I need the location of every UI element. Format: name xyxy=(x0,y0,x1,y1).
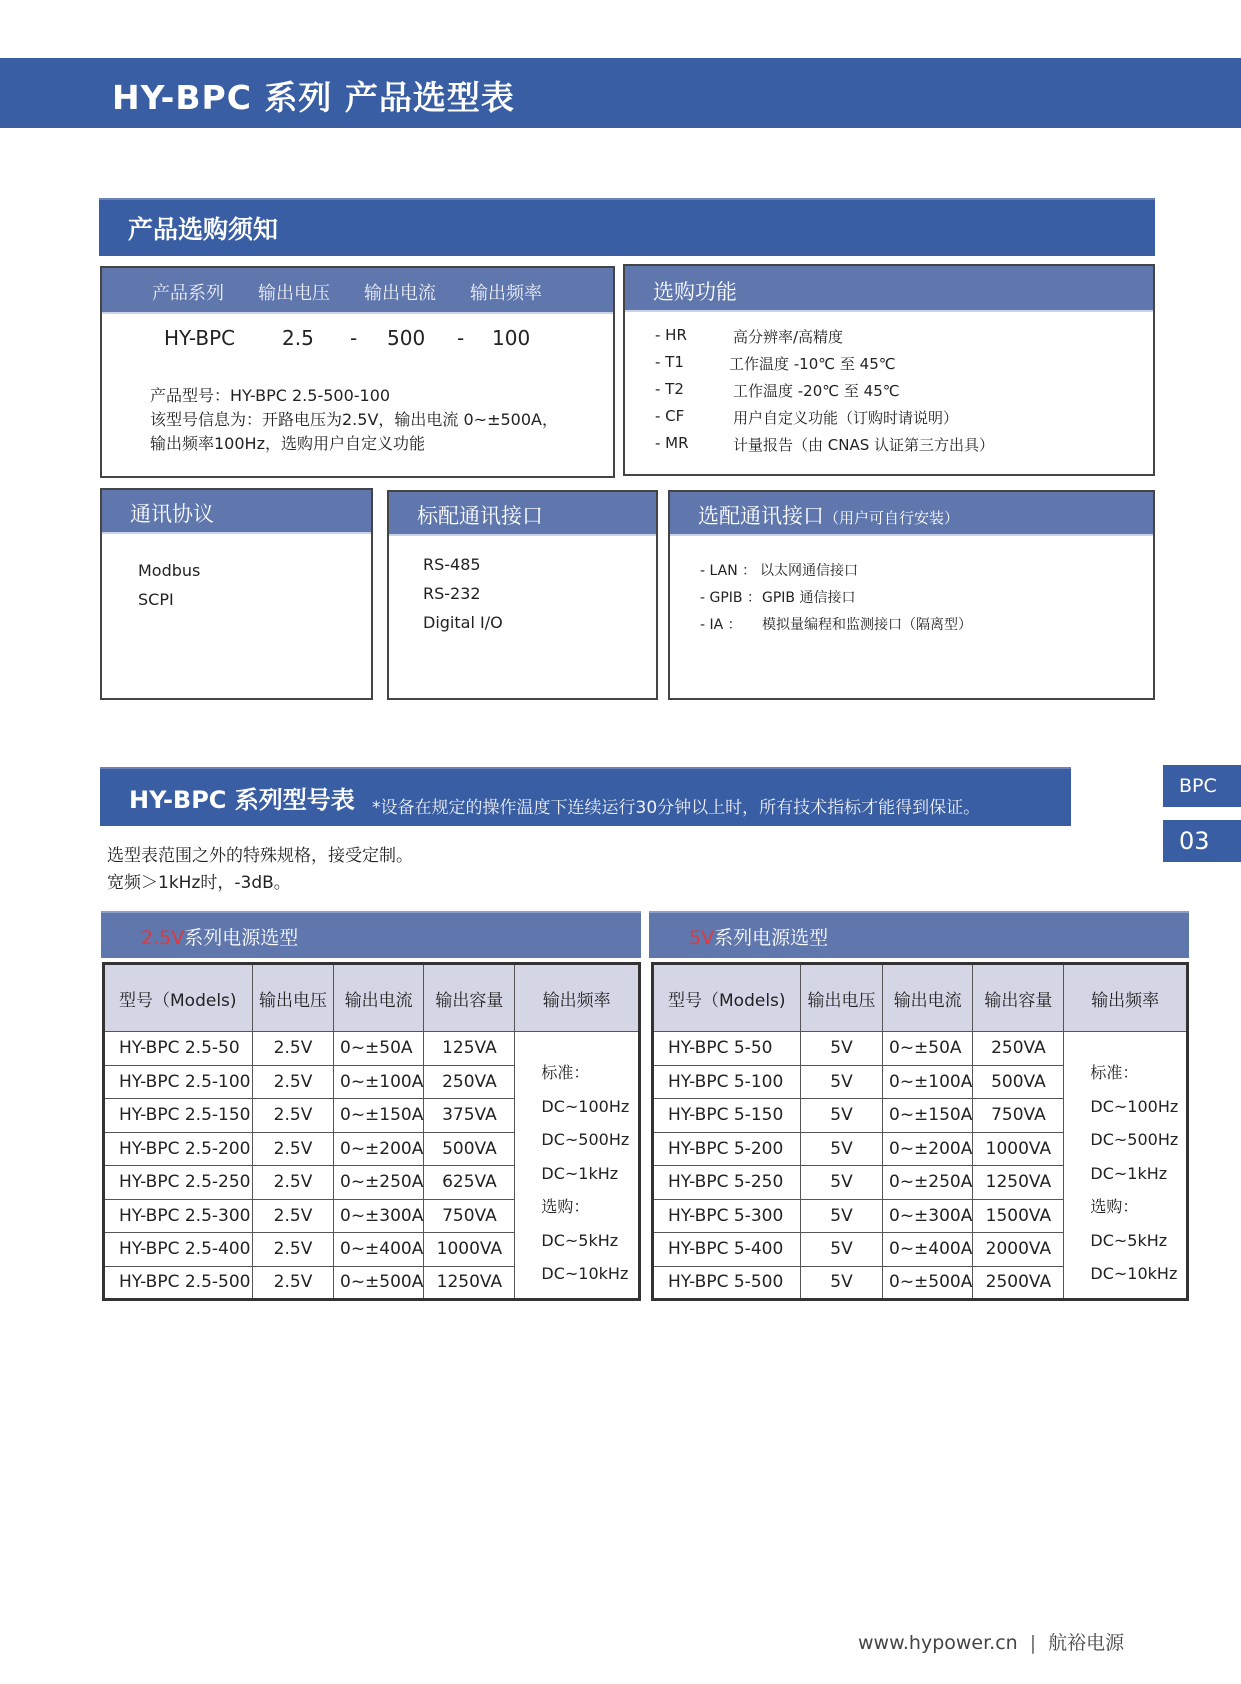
options-box xyxy=(623,264,1155,476)
side-tab-page-number[interactable]: 03 xyxy=(1163,820,1241,862)
cell-capacity: 1250VA xyxy=(973,1166,1064,1200)
cell-voltage: 5V xyxy=(801,1166,883,1200)
col-header-frequency: 输出频率 xyxy=(1064,964,1188,1032)
frequency-line: DC~500Hz xyxy=(541,1130,630,1149)
interface-item: RS-485 xyxy=(423,555,481,574)
cell-capacity: 1250VA xyxy=(424,1266,515,1300)
cell-current: 0~±200A xyxy=(883,1132,973,1166)
cell-model: HY-BPC 5-400 xyxy=(653,1233,801,1267)
cell-voltage: 5V xyxy=(801,1065,883,1099)
code-frequency: 100 xyxy=(492,326,531,350)
option-code: - T2 xyxy=(655,380,684,398)
cell-voltage: 2.5V xyxy=(253,1065,334,1099)
cell-capacity: 500VA xyxy=(973,1065,1064,1099)
col-header-current: 输出电流 xyxy=(334,964,424,1032)
optional-interface-item xyxy=(700,558,1120,585)
standard-interfaces-title: 标配通讯接口 xyxy=(417,504,543,528)
cell-current: 0~±500A xyxy=(883,1266,973,1300)
col-header-voltage: 输出电压 xyxy=(801,964,883,1032)
header-voltage: 输出电压 xyxy=(258,283,330,304)
cell-capacity: 1000VA xyxy=(973,1132,1064,1166)
cell-current: 0~±50A xyxy=(334,1032,424,1066)
footer-brand: 航裕电源 xyxy=(1048,1632,1125,1654)
cell-current: 0~±300A xyxy=(334,1199,424,1233)
col-header-model: 型号（Models) xyxy=(653,964,801,1032)
protocol-item: Modbus xyxy=(138,561,201,580)
table-2v5-title xyxy=(141,923,298,950)
table-row xyxy=(104,1032,640,1066)
cell-voltage: 5V xyxy=(801,1266,883,1300)
cell-voltage: 5V xyxy=(801,1199,883,1233)
remark-line: 宽频＞1kHz时，-3dB。 xyxy=(107,873,291,893)
table-5v-title xyxy=(689,923,828,950)
cell-model: HY-BPC 2.5-200 xyxy=(104,1132,253,1166)
cell-current: 0~±50A xyxy=(883,1032,973,1066)
frequency-line: DC~1kHz xyxy=(1090,1163,1168,1183)
cell-current: 0~±500A xyxy=(334,1266,424,1300)
iface-code: - LAN ： xyxy=(700,563,757,579)
model-code-box xyxy=(100,266,615,478)
cell-model: HY-BPC 2.5-400 xyxy=(104,1233,253,1267)
cell-voltage: 2.5V xyxy=(253,1233,334,1267)
standard-interfaces-list xyxy=(423,550,503,637)
optional-interfaces-subtitle: （用户可自行安装） xyxy=(824,509,960,527)
code-series: HY-BPC xyxy=(164,326,236,350)
iface-desc: 模拟量编程和监测接口（隔离型） xyxy=(762,617,972,633)
cell-current: 0~±200A xyxy=(334,1132,424,1166)
cell-capacity: 375VA xyxy=(424,1099,515,1133)
iface-desc: 以太网通信接口 xyxy=(760,563,858,579)
header-frequency: 输出频率 xyxy=(470,283,542,304)
cell-model: HY-BPC 5-500 xyxy=(653,1266,801,1300)
option-code: - HR xyxy=(655,326,687,344)
cell-capacity: 2000VA xyxy=(973,1233,1064,1267)
cell-current: 0~±100A xyxy=(334,1065,424,1099)
option-item xyxy=(655,326,1135,353)
option-item xyxy=(655,353,1135,380)
option-item xyxy=(655,434,1135,461)
cell-frequency xyxy=(515,1032,640,1300)
option-desc: 用户自定义功能（订购时请说明） xyxy=(733,409,959,427)
standard-interfaces-box xyxy=(387,490,658,700)
frequency-line: DC~100Hz xyxy=(541,1096,630,1116)
cell-current: 0~±150A xyxy=(334,1099,424,1133)
optional-interfaces-header xyxy=(670,492,1153,536)
col-header-voltage: 输出电压 xyxy=(253,964,334,1032)
voltage-label: 2.5V xyxy=(141,927,185,949)
remark-line: 选型表范围之外的特殊规格，接受定制。 xyxy=(107,846,413,866)
cell-model: HY-BPC 2.5-500 xyxy=(104,1266,253,1300)
protocols-list xyxy=(138,556,200,614)
cell-current: 0~±300A xyxy=(883,1199,973,1233)
note-line: 产品型号：HY-BPC 2.5-500-100 xyxy=(150,386,391,405)
cell-voltage: 2.5V xyxy=(253,1166,334,1200)
cell-capacity: 1500VA xyxy=(973,1199,1064,1233)
cell-voltage: 5V xyxy=(801,1132,883,1166)
code-voltage: 2.5 xyxy=(282,326,314,350)
note-line: 输出频率100Hz，选购用户自定义功能 xyxy=(150,434,425,453)
model-code-header xyxy=(102,268,613,314)
col-header-current: 输出电流 xyxy=(883,964,973,1032)
cell-voltage: 2.5V xyxy=(253,1099,334,1133)
standard-interfaces-header xyxy=(389,492,656,536)
cell-current: 0~±100A xyxy=(883,1065,973,1099)
footer-separator: | xyxy=(1029,1632,1037,1654)
option-desc: 计量报告（由 CNAS 认证第三方出具） xyxy=(733,436,995,454)
cell-voltage: 2.5V xyxy=(253,1032,334,1066)
cell-model: HY-BPC 2.5-300 xyxy=(104,1199,253,1233)
frequency-line: DC~500Hz xyxy=(1090,1130,1179,1149)
cell-model: HY-BPC 2.5-50 xyxy=(104,1032,253,1066)
table-2v5-title-bar xyxy=(101,911,641,958)
option-desc: 工作温度 -20℃ 至 45℃ xyxy=(733,382,900,400)
option-item xyxy=(655,380,1135,407)
cell-capacity: 500VA xyxy=(424,1132,515,1166)
cell-model: HY-BPC 5-50 xyxy=(653,1032,801,1066)
series-table-note: *设备在规定的操作温度下连续运行30分钟以上时，所有技术指标才能得到保证。 xyxy=(372,798,981,818)
frequency-line: 标准： xyxy=(541,1063,590,1082)
header-series: 产品系列 xyxy=(152,283,224,304)
title-suffix: 系列电源选型 xyxy=(184,927,299,949)
frequency-line: DC~5kHz xyxy=(541,1230,619,1250)
iface-code: - IA ： xyxy=(700,617,742,633)
cell-voltage: 5V xyxy=(801,1032,883,1066)
options-title: 选购功能 xyxy=(653,280,737,304)
cell-voltage: 5V xyxy=(801,1233,883,1267)
footer xyxy=(858,1628,1124,1655)
options-list xyxy=(655,326,1135,461)
footer-website[interactable]: www.hypower.cn xyxy=(858,1632,1018,1654)
option-code: - MR xyxy=(655,434,689,452)
col-header-capacity: 输出容量 xyxy=(973,964,1064,1032)
cell-voltage: 2.5V xyxy=(253,1266,334,1300)
interface-item: RS-232 xyxy=(423,584,481,603)
cell-capacity: 750VA xyxy=(424,1199,515,1233)
cell-model: HY-BPC 2.5-150 xyxy=(104,1099,253,1133)
note-line: 该型号信息为：开路电压为2.5V，输出电流 0~±500A， xyxy=(150,410,558,429)
spec-table-2v5 xyxy=(102,962,641,1301)
option-desc: 工作温度 -10℃ 至 45℃ xyxy=(729,355,896,373)
interface-item: Digital I/O xyxy=(423,613,503,632)
table-header-row xyxy=(104,964,640,1032)
optional-interfaces-list xyxy=(700,558,1120,639)
page-title: HY-BPC 系列 产品选型表 xyxy=(112,78,515,117)
protocols-title: 通讯协议 xyxy=(130,502,214,526)
cell-model: HY-BPC 2.5-100 xyxy=(104,1065,253,1099)
cell-current: 0~±400A xyxy=(883,1233,973,1267)
cell-model: HY-BPC 5-300 xyxy=(653,1199,801,1233)
option-desc: 高分辨率/高精度 xyxy=(733,328,844,346)
col-header-model: 型号（Models) xyxy=(104,964,253,1032)
optional-interfaces-title-text: 选配通讯接口 xyxy=(698,504,824,528)
iface-desc: GPIB 通信接口 xyxy=(762,590,856,606)
table-header-row xyxy=(653,964,1188,1032)
optional-interfaces-title xyxy=(698,500,959,530)
cell-capacity: 2500VA xyxy=(973,1266,1064,1300)
cell-frequency xyxy=(1064,1032,1188,1300)
col-header-capacity: 输出容量 xyxy=(424,964,515,1032)
series-table-title: HY-BPC 系列型号表 xyxy=(129,786,355,814)
optional-interfaces-box xyxy=(668,490,1155,700)
cell-current: 0~±250A xyxy=(334,1166,424,1200)
frequency-line: DC~5kHz xyxy=(1090,1230,1168,1250)
option-code: - CF xyxy=(655,407,685,425)
spec-table-5v xyxy=(651,962,1189,1301)
frequency-line: 标准： xyxy=(1090,1063,1139,1082)
protocols-box xyxy=(100,488,373,700)
options-header xyxy=(625,266,1153,312)
cell-current: 0~±250A xyxy=(883,1166,973,1200)
code-current: 500 xyxy=(387,326,426,350)
side-tab-series[interactable]: BPC xyxy=(1163,765,1241,807)
cell-voltage: 2.5V xyxy=(253,1199,334,1233)
cell-model: HY-BPC 5-150 xyxy=(653,1099,801,1133)
frequency-line: 选购： xyxy=(541,1197,590,1216)
cell-capacity: 625VA xyxy=(424,1166,515,1200)
frequency-line: DC~100Hz xyxy=(1090,1096,1179,1116)
cell-capacity: 1000VA xyxy=(424,1233,515,1267)
protocols-header xyxy=(102,490,371,534)
series-remarks xyxy=(107,843,413,897)
cell-model: HY-BPC 5-200 xyxy=(653,1132,801,1166)
frequency-line: 选购： xyxy=(1090,1197,1139,1216)
model-code-notes xyxy=(150,384,558,456)
voltage-label: 5V xyxy=(689,927,715,949)
cell-voltage: 5V xyxy=(801,1099,883,1133)
optional-interface-item xyxy=(700,612,1120,639)
cell-capacity: 125VA xyxy=(424,1032,515,1066)
cell-capacity: 250VA xyxy=(973,1032,1064,1066)
table-5v-title-bar xyxy=(649,911,1189,958)
header-current: 输出电流 xyxy=(364,283,436,304)
code-dash-1: - xyxy=(350,326,358,350)
table-row xyxy=(653,1032,1188,1066)
cell-voltage: 2.5V xyxy=(253,1132,334,1166)
col-header-frequency: 输出频率 xyxy=(515,964,640,1032)
cell-model: HY-BPC 5-250 xyxy=(653,1166,801,1200)
frequency-line: DC~10kHz xyxy=(541,1264,629,1283)
purchase-notice-title: 产品选购须知 xyxy=(128,215,279,244)
frequency-line: DC~10kHz xyxy=(1090,1264,1178,1283)
option-code: - T1 xyxy=(655,353,684,371)
cell-capacity: 250VA xyxy=(424,1065,515,1099)
cell-model: HY-BPC 2.5-250 xyxy=(104,1166,253,1200)
option-item xyxy=(655,407,1135,434)
cell-capacity: 750VA xyxy=(973,1099,1064,1133)
frequency-line: DC~1kHz xyxy=(541,1163,619,1183)
title-suffix: 系列电源选型 xyxy=(714,927,829,949)
cell-current: 0~±150A xyxy=(883,1099,973,1133)
cell-current: 0~±400A xyxy=(334,1233,424,1267)
code-dash-2: - xyxy=(457,326,465,350)
iface-code: - GPIB ： xyxy=(700,590,761,606)
cell-model: HY-BPC 5-100 xyxy=(653,1065,801,1099)
protocol-item: SCPI xyxy=(138,590,174,609)
optional-interface-item xyxy=(700,585,1120,612)
